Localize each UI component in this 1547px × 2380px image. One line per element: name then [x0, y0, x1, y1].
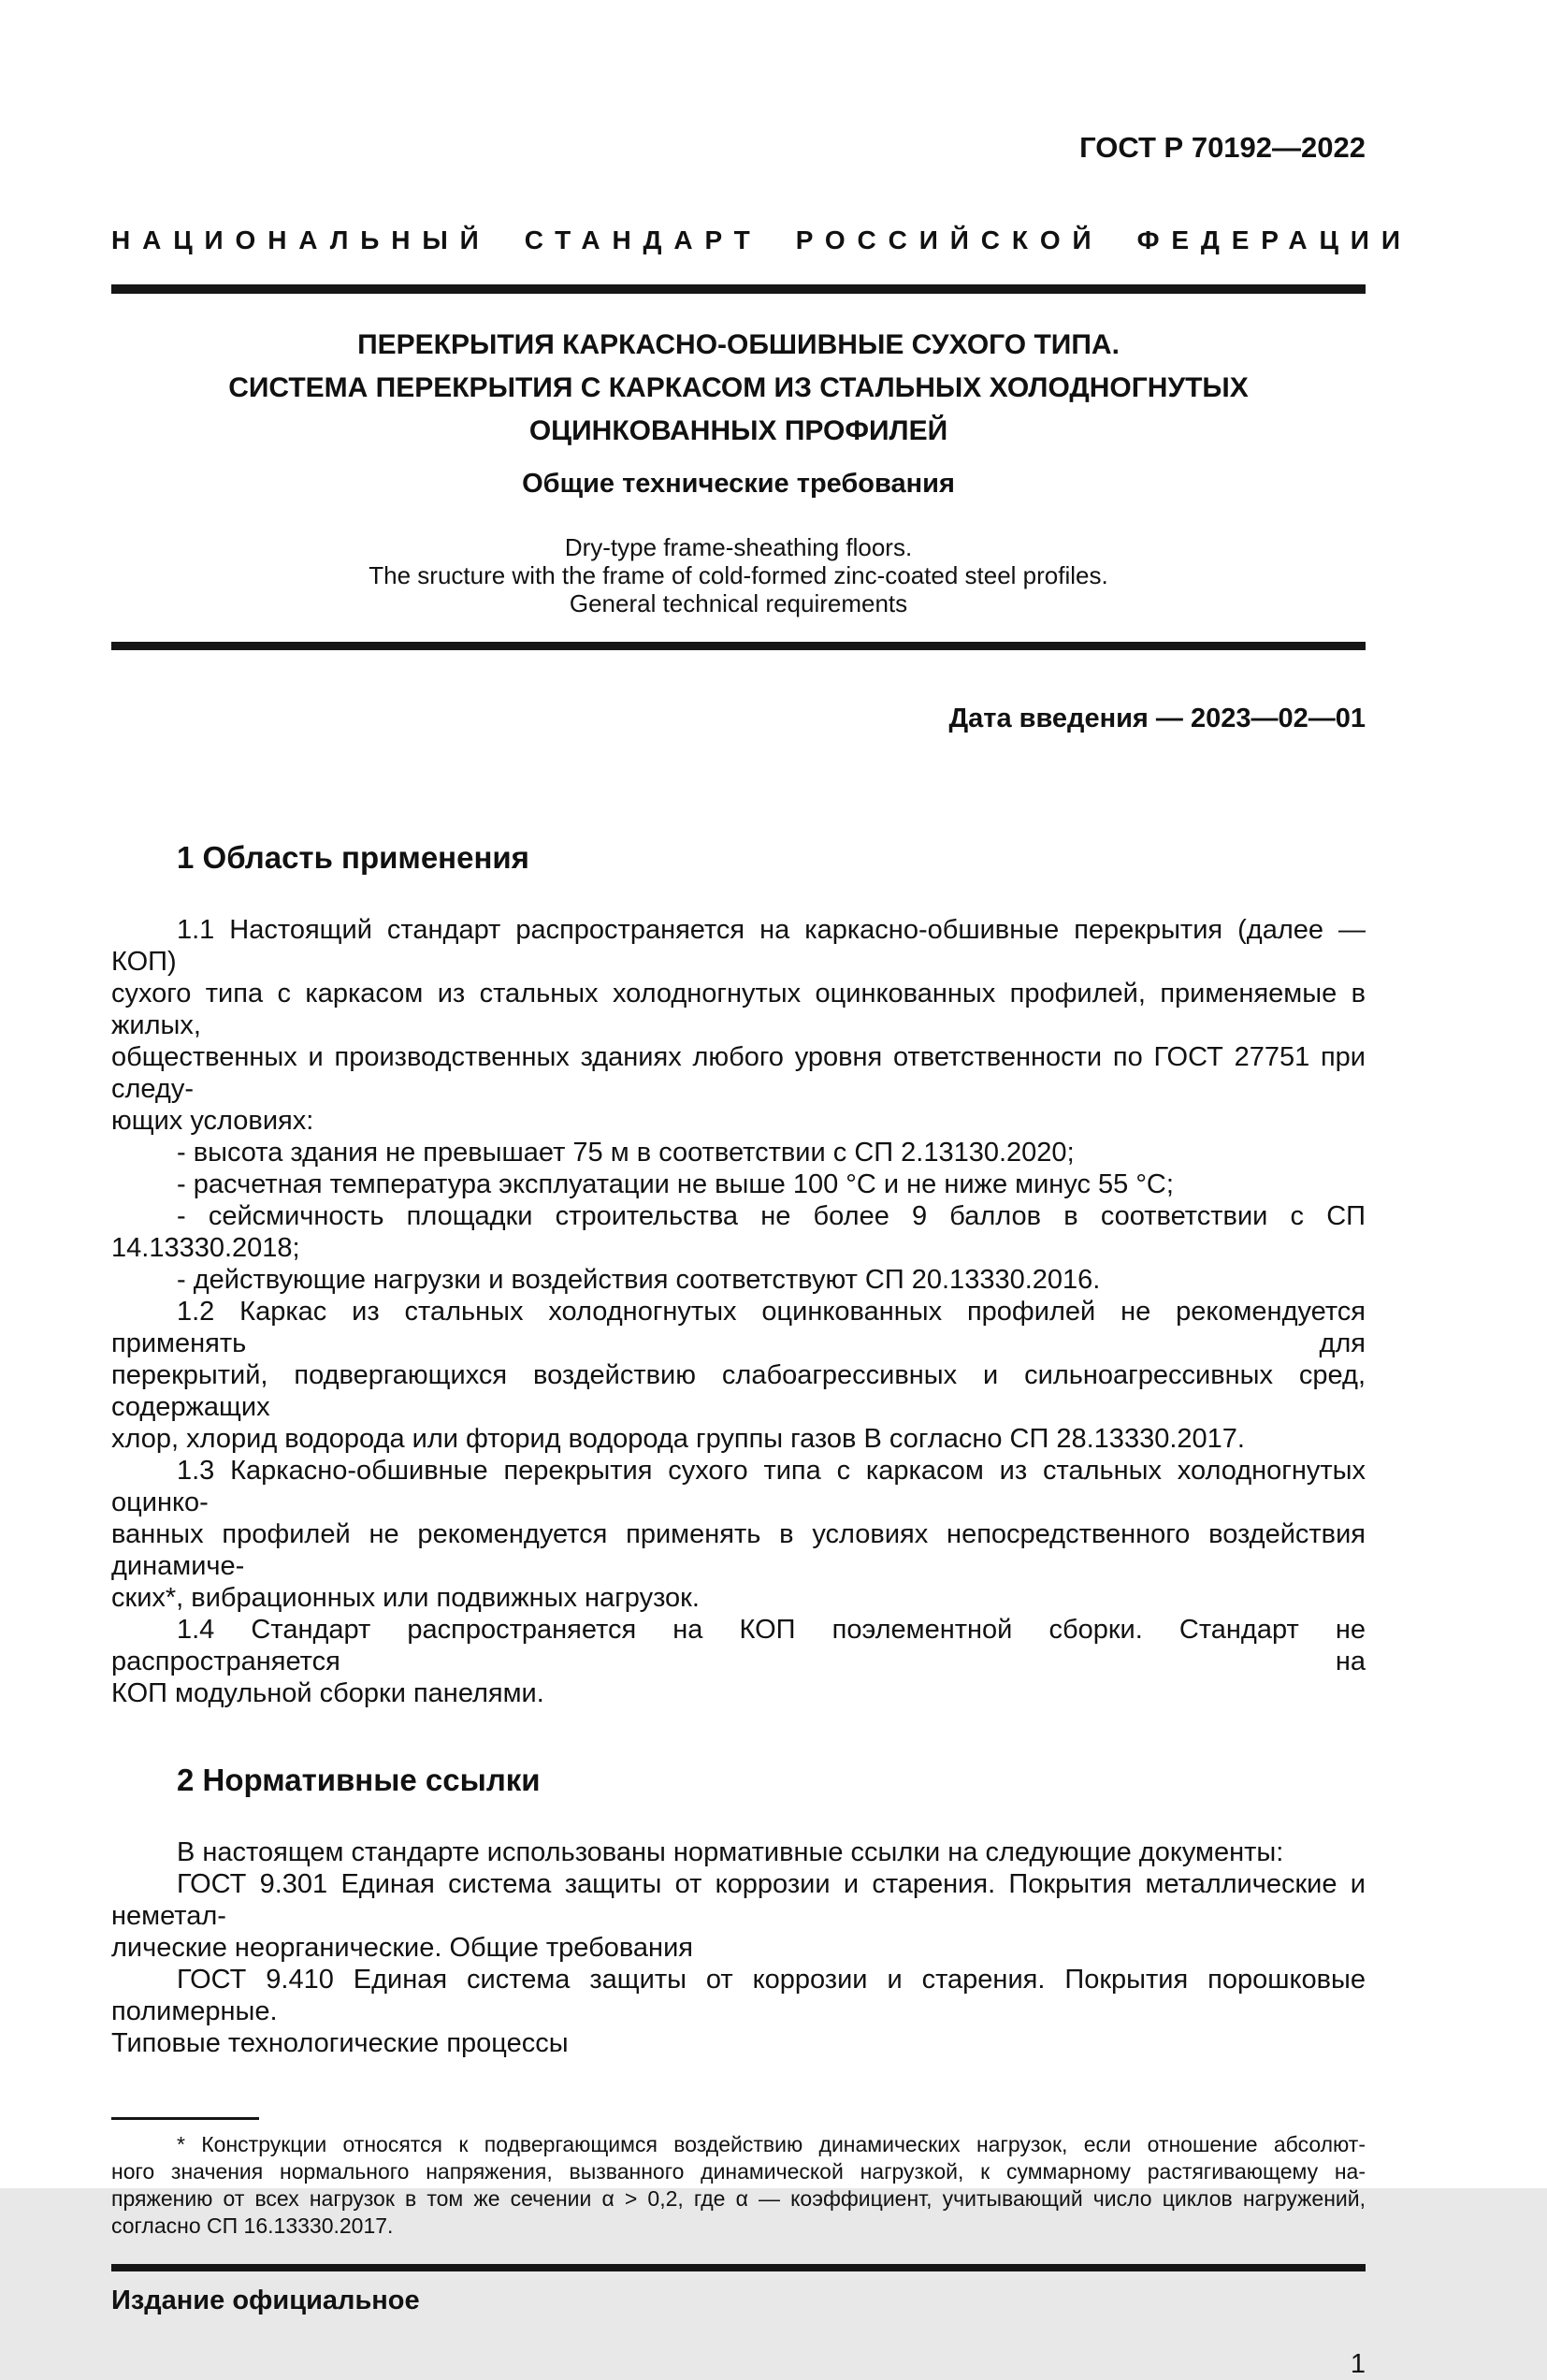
text-line: - высота здания не превышает 75 м в соответствии с СП 2.13130.2020; — [177, 1138, 1075, 1168]
text-line: Типовые технологические процессы — [111, 2028, 569, 2058]
document-body — [111, 839, 1366, 2059]
text-line: ОЦИНКОВАННЫХ ПРОФИЛЕЙ — [528, 415, 948, 446]
text-line: ГОСТ 9.301 Единая система защиты от коррозии и старения. Покрытия металлические и неметал- — [111, 1869, 1366, 1931]
section-heading: 2 Нормативные ссылки — [177, 1763, 541, 1797]
text-line: пряжению от всех нагрузок в том же сечении α > 0,2, где α — коэффициент, учитывающий число циклов нагружений, — [111, 2186, 1366, 2211]
text-line: перекрытий, подвергающихся воздействию слабоагрессивных и сильноагрессивных сред, содержащих — [111, 1360, 1366, 1422]
text-line: * Конструкции относятся к подвергающимся воздействию динамических нагрузок, если отношение абсолют- — [177, 2132, 1366, 2156]
text-line: - действующие нагрузки и воздействия соответствуют СП 20.13330.2016. — [177, 1265, 1101, 1295]
text-line: ских*, вибрационных или подвижных нагрузок. — [111, 1583, 700, 1613]
page-number: 1 — [1350, 2349, 1366, 2379]
footer-divider — [111, 2264, 1366, 2271]
text-line: The sructure with the frame of cold-formed zinc-coated steel profiles. — [369, 561, 1108, 589]
section-body — [111, 1836, 1366, 2059]
text-line: 1.3 Каркасно-обшивные перекрытия сухого типа с каркасом из стальных холодногнутых оцинко- — [111, 1456, 1366, 1517]
text-line: сухого типа с каркасом из стальных холодногнутых оцинкованных профилей, применяемые в жилых, — [111, 979, 1366, 1040]
text-line: General technical requirements — [569, 589, 908, 617]
section-body — [111, 914, 1366, 1709]
text-line: согласно СП 16.13330.2017. — [111, 2213, 394, 2238]
text-line: общественных и производственных зданиях любого уровня ответственности по ГОСТ 27751 при следу- — [111, 1042, 1366, 1104]
introduction-date: Дата введения — 2023—02—01 — [948, 704, 1366, 733]
text-line: Dry-type frame-sheathing floors. — [564, 533, 913, 561]
doc-code: ГОСТ Р 70192—2022 — [1079, 131, 1366, 164]
subtitle: Общие технические требования — [522, 469, 955, 499]
title-en — [111, 533, 1366, 617]
text-line: - расчетная температура эксплуатации не выше 100 °С и не ниже минус 55 °С; — [177, 1169, 1174, 1199]
text-line: 1.4 Стандарт распространяется на КОП поэлементной сборки. Стандарт не распространяется на — [111, 1615, 1366, 1676]
text-line: КОП модульной сборки панелями. — [111, 1678, 544, 1708]
title-ru — [111, 324, 1366, 453]
text-line: 1.2 Каркас из стальных холодногнутых оцинкованных профилей не рекомендуется применять для — [111, 1297, 1366, 1358]
text-line: СИСТЕМА ПЕРЕКРЫТИЯ С КАРКАСОМ ИЗ СТАЛЬНЫХ ХОЛОДНОГНУТЫХ — [228, 372, 1249, 403]
text-line: - сейсмичность площадки строительства не более 9 баллов в соответствии с СП 14.13330.2018; — [111, 1201, 1366, 1263]
text-line: ющих условиях: — [111, 1106, 314, 1136]
text-line: В настоящем стандарте использованы нормативные ссылки на следующие документы: — [177, 1837, 1284, 1867]
header-divider — [111, 284, 1366, 294]
official-edition-label: Издание официальное — [111, 2286, 420, 2315]
text-line: 1.1 Настоящий стандарт распространяется на каркасно-обшивные перекрытия (далее — КОП) — [111, 915, 1366, 977]
text-line: ГОСТ 9.410 Единая система защиты от коррозии и старения. Покрытия порошковые полимерные. — [111, 1965, 1366, 2026]
title-divider — [111, 642, 1366, 650]
text-line: ПЕРЕКРЫТИЯ КАРКАСНО-ОБШИВНЫЕ СУХОГО ТИПА. — [357, 329, 1120, 360]
text-line: лические неорганические. Общие требования — [111, 1933, 693, 1963]
footnote — [111, 2131, 1366, 2240]
text-line: хлор, хлорид водорода или фторид водорода группы газов В согласно СП 28.13330.2017. — [111, 1424, 1245, 1454]
standard-banner: НАЦИОНАЛЬНЫЙ СТАНДАРТ РОССИЙСКОЙ ФЕДЕРАЦИИ — [111, 225, 1412, 254]
text-line: ного значения нормального напряжения, вызванного динамической нагрузкой, к суммарному растягивающему на- — [111, 2159, 1366, 2184]
section-heading: 1 Область применения — [177, 840, 529, 875]
footnote-divider — [111, 2117, 259, 2120]
text-line: ванных профилей не рекомендуется применять в условиях непосредственного воздействия динамиче- — [111, 1519, 1366, 1581]
